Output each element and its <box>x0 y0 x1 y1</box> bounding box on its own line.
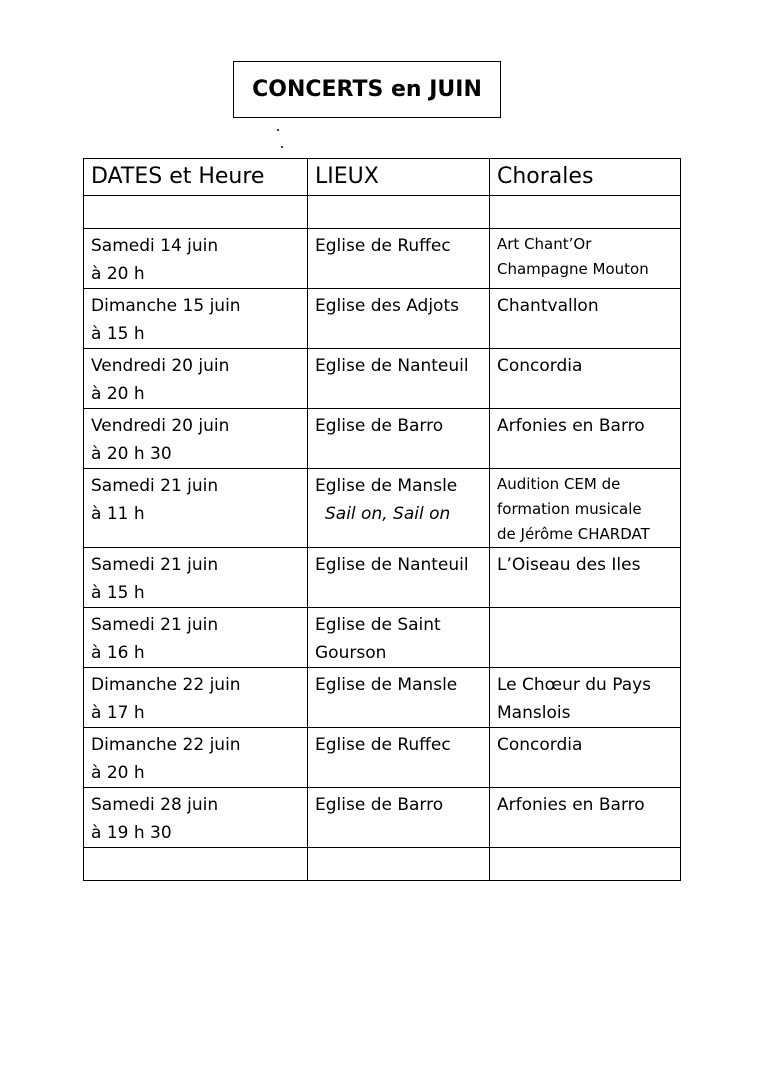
date-cell <box>84 668 308 728</box>
choir-name: Audition CEM de <box>497 475 621 493</box>
date-cell <box>84 289 308 349</box>
date-cell <box>84 469 308 548</box>
concert-time: à 11 h <box>91 504 145 524</box>
table-row-empty <box>84 196 681 229</box>
page-title: CONCERTS en JUIN <box>233 61 501 118</box>
table-row <box>84 289 681 349</box>
date-cell <box>84 229 308 289</box>
choir-name: Art Chant’Or <box>497 235 592 253</box>
table-row <box>84 548 681 608</box>
choir-name: Concordia <box>497 735 583 755</box>
concert-time: à 19 h 30 <box>91 823 172 843</box>
venue-cell <box>308 668 490 728</box>
choir-cell <box>490 229 681 289</box>
venue-name: Eglise de Ruffec <box>315 236 451 256</box>
choir-name: Concordia <box>497 356 583 376</box>
choir-cell <box>490 548 681 608</box>
date-cell <box>84 728 308 788</box>
table-row <box>84 788 681 848</box>
venue-name: Eglise de Saint <box>315 615 441 635</box>
venue-detail: Sail on, Sail on <box>325 504 451 524</box>
venue-name: Eglise de Mansle <box>315 476 458 496</box>
choir-cell <box>490 728 681 788</box>
venue-name: Eglise de Nanteuil <box>315 555 469 575</box>
table-row <box>84 668 681 728</box>
choir-name: de Jérôme CHARDAT <box>497 525 650 543</box>
venue-cell <box>308 608 490 668</box>
header-lieux: LIEUX <box>308 159 490 196</box>
concert-date: Samedi 21 juin <box>91 476 219 496</box>
concert-date: Dimanche 22 juin <box>91 675 241 695</box>
venue-cell <box>308 409 490 469</box>
table-row <box>84 349 681 409</box>
table-header-row <box>84 159 681 196</box>
venue-cell <box>308 229 490 289</box>
choir-cell <box>490 409 681 469</box>
choir-name: Le Chœur du Pays <box>497 675 652 695</box>
concert-time: à 20 h 30 <box>91 444 172 464</box>
concert-date: Samedi 28 juin <box>91 795 219 815</box>
choir-cell <box>490 469 681 548</box>
table-row-empty <box>84 848 681 881</box>
venue-name: Eglise de Nanteuil <box>315 356 469 376</box>
concert-date: Samedi 21 juin <box>91 555 219 575</box>
concert-date: Dimanche 22 juin <box>91 735 241 755</box>
venue-detail: Gourson <box>315 643 387 663</box>
venue-name: Eglise des Adjots <box>315 296 459 316</box>
venue-name: Eglise de Barro <box>315 795 444 815</box>
concert-date: Samedi 21 juin <box>91 615 219 635</box>
concert-date: Samedi 14 juin <box>91 236 219 256</box>
concert-date: Vendredi 20 juin <box>91 356 230 376</box>
concert-date: Dimanche 15 juin <box>91 296 241 316</box>
choir-name: Arfonies en Barro <box>497 416 645 436</box>
table-row <box>84 728 681 788</box>
venue-name: Eglise de Ruffec <box>315 735 451 755</box>
header-chorales: Chorales <box>490 159 681 196</box>
date-cell <box>84 548 308 608</box>
choir-name: Arfonies en Barro <box>497 795 645 815</box>
venue-cell <box>308 289 490 349</box>
concert-time: à 16 h <box>91 643 145 663</box>
venue-cell <box>308 548 490 608</box>
venue-cell <box>308 788 490 848</box>
choir-cell <box>490 788 681 848</box>
date-cell <box>84 788 308 848</box>
concert-time: à 20 h <box>91 384 145 404</box>
concert-time: à 20 h <box>91 264 145 284</box>
choir-cell <box>490 289 681 349</box>
choir-cell <box>490 668 681 728</box>
date-cell <box>84 409 308 469</box>
concert-time: à 17 h <box>91 703 145 723</box>
scan-speck <box>277 129 279 131</box>
scan-speck <box>281 146 283 148</box>
date-cell <box>84 349 308 409</box>
venue-cell <box>308 728 490 788</box>
concert-time: à 20 h <box>91 763 145 783</box>
choir-name: Champagne Mouton <box>497 260 649 278</box>
venue-name: Eglise de Mansle <box>315 675 458 695</box>
venue-name: Eglise de Barro <box>315 416 444 436</box>
table-row <box>84 409 681 469</box>
header-dates: DATES et Heure <box>84 159 308 196</box>
venue-cell <box>308 469 490 548</box>
choir-name: formation musicale <box>497 500 642 518</box>
table-row <box>84 469 681 548</box>
table-row <box>84 608 681 668</box>
concert-table <box>83 158 681 881</box>
choir-cell <box>490 608 681 668</box>
choir-name: Chantvallon <box>497 296 599 316</box>
concert-time: à 15 h <box>91 324 145 344</box>
concert-time: à 15 h <box>91 583 145 603</box>
venue-cell <box>308 349 490 409</box>
choir-name: L’Oiseau des Iles <box>497 555 641 575</box>
date-cell <box>84 608 308 668</box>
choir-cell <box>490 349 681 409</box>
choir-name: Manslois <box>497 703 571 723</box>
table-row <box>84 229 681 289</box>
concert-date: Vendredi 20 juin <box>91 416 230 436</box>
